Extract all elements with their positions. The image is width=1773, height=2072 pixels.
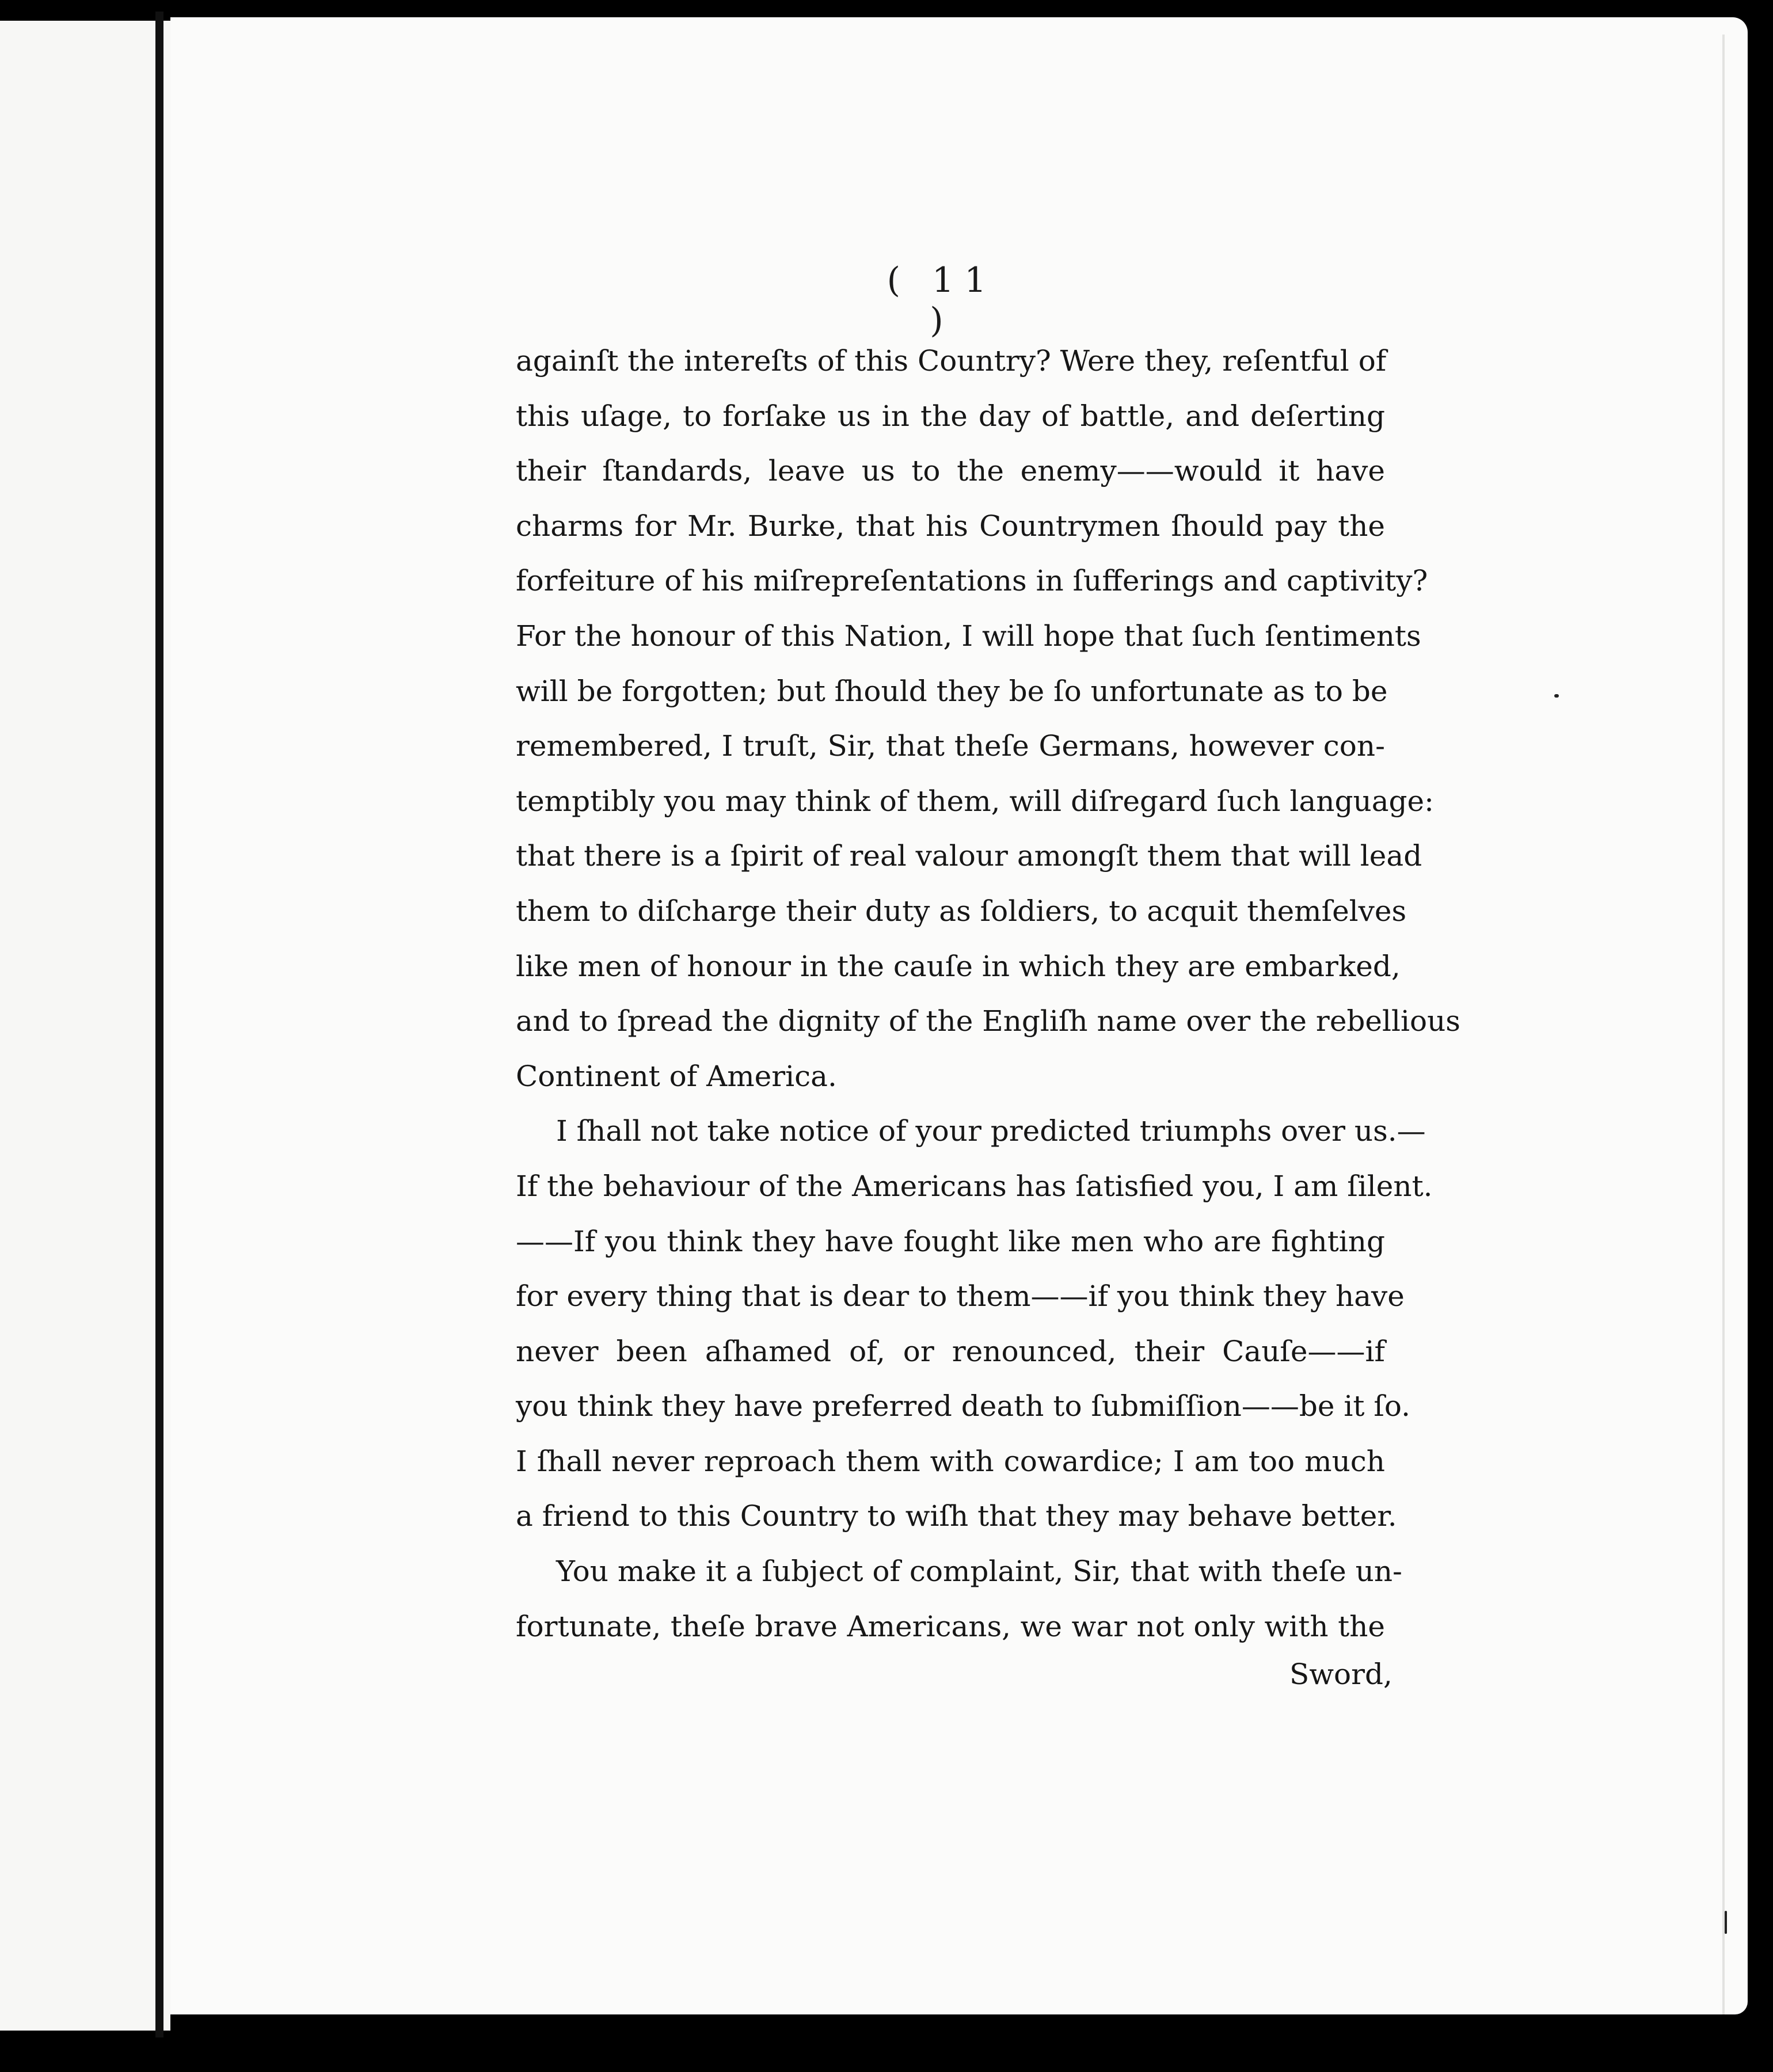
binding-gutter <box>155 12 163 2037</box>
text-line: a friend to this Country to wiſh that they may behave better. <box>516 1499 1397 1533</box>
text-line: and to ſpread the dignity of the Engliſh name over the rebellious <box>516 1004 1460 1038</box>
text-line: remembered, I truſt, Sir, that theſe Germans, however con- <box>516 729 1385 763</box>
text-line: them to diſcharge their duty as ſoldiers, to acquit themſelves <box>516 894 1407 928</box>
text-line: for every thing that is dear to them——if you think they have <box>516 1279 1405 1313</box>
ink-speck <box>1554 694 1559 698</box>
text-line: charms for Mr. Burke, that his Countrymen ſhould pay the <box>516 509 1385 543</box>
text-line: never been aſhamed of, or renounced, their Cauſe——if <box>516 1334 1385 1368</box>
body-text <box>516 334 1460 1654</box>
page-number: ( 11 ) <box>886 260 997 341</box>
paragraph <box>516 1104 1433 1544</box>
text-line: fortunate, theſe brave Americans, we war not only with the <box>516 1609 1385 1643</box>
text-line: their ſtandards, leave us to the enemy——would it have <box>516 454 1385 488</box>
text-line: like men of honour in the cauſe in which they are embarked, <box>516 949 1401 983</box>
text-line: forfeiture of his miſrepreſentations in ſufferings and captivity? <box>516 564 1428 598</box>
facing-page-edge <box>0 21 170 2031</box>
ink-speck <box>1725 1911 1727 1934</box>
text-line: For the honour of this Nation, I will hope that ſuch ſentiments <box>516 619 1421 653</box>
text-line: I ſhall never reproach them with cowardice; I am too much <box>516 1444 1385 1478</box>
text-line: You make it a ſubject of complaint, Sir, that with theſe un- <box>556 1555 1402 1589</box>
text-line: you think they have preferred death to ſubmiſſion——be it ſo. <box>516 1389 1410 1423</box>
page-edge-shadow <box>1722 35 1725 2014</box>
text-line: that there is a ſpirit of real valour amongſt them that will lead <box>516 839 1422 873</box>
text-line: temptibly you may think of them, will diſregard ſuch language: <box>516 784 1434 818</box>
text-line: againſt the intereſts of this Country? Were they, reſentful of <box>516 344 1387 378</box>
text-line: If the behaviour of the Americans has ſatisfied you, I am ſilent. <box>516 1169 1433 1203</box>
text-line: ——If you think they have fought like men who are fighting <box>516 1224 1385 1258</box>
text-line: this uſage, to forſake us in the day of battle, and deſerting <box>516 399 1385 433</box>
text-line: Continent of America. <box>516 1059 837 1093</box>
paragraph <box>516 334 1460 1104</box>
paragraph <box>516 1544 1402 1654</box>
text-line: I ſhall not take notice of your predicted triumphs over us.— <box>556 1114 1426 1148</box>
catchword: Sword, <box>1289 1658 1392 1691</box>
text-line: will be forgotten; but ſhould they be ſo unfortunate as to be <box>516 674 1388 708</box>
